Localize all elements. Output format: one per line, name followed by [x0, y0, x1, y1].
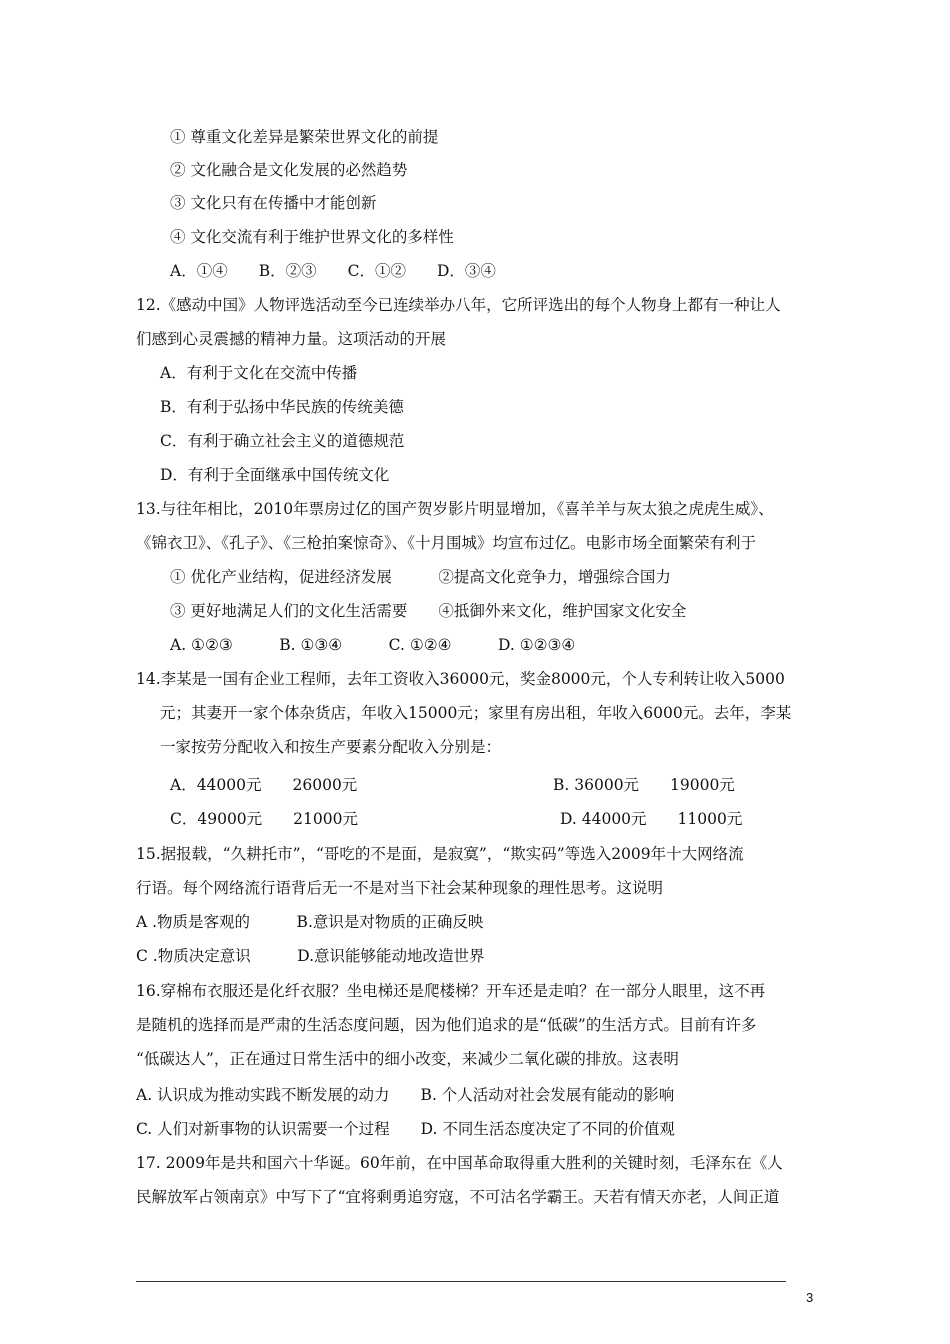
q14-stem-line3: 一家按劳分配收入和按生产要素分配收入分别是：: [160, 738, 502, 756]
q12-stem-line1: 12.《感动中国》人物评选活动至今已连续举办八年，它所评选出的每个人物身上都有一种让人: [136, 296, 781, 314]
statement-4: ④ 文化交流有利于维护世界文化的多样性: [170, 228, 454, 246]
q15-stem-line2: 行语。每个网络流行语背后无一不是对当下社会某种现象的理性思考。这说明: [136, 879, 664, 897]
q13-stem-line1: 13.与往年相比，2010年票房过亿的国产贺岁影片明显增加，《喜羊羊与灰太狼之虎虎生威》、: [136, 500, 774, 518]
statement-1: ① 尊重文化差异是繁荣世界文化的前提: [170, 128, 439, 146]
q14-stem-line1: 14.李某是一国有企业工程师，去年工资收入36000元，奖金8000元，个人专利转让收入5000: [136, 670, 785, 688]
q13-statements-1: ① 优化产业结构，促进经济发展 ②提高文化竞争力，增强综合国力: [170, 568, 671, 586]
statement-3: ③ 文化只有在传播中才能创新: [170, 194, 377, 212]
q16-stem-line1: 16.穿棉布衣服还是化纤衣服？坐电梯还是爬楼梯？开车还是走咱？在一部分人眼里，这不再: [136, 982, 766, 1000]
q16-options-ab: A. 认识成为推动实践不断发展的动力 B. 个人活动对社会发展有能动的影响: [136, 1086, 675, 1104]
q12-option-b: B．有利于弘扬中华民族的传统美德: [160, 398, 404, 416]
q15-options-cd: C .物质决定意识 D.意识能够能动地改造世界: [136, 947, 485, 965]
q12-stem-line2: 们感到心灵震撼的精神力量。这项活动的开展: [136, 330, 447, 348]
q12-option-c: C．有利于确立社会主义的道德规范: [160, 432, 405, 450]
q14-option-d: D. 44000元 11000元: [560, 810, 743, 828]
q14-option-b: B. 36000元 19000元: [553, 776, 735, 794]
q16-stem-line2: 是随机的选择而是严肃的生活态度问题，因为他们追求的是“低碳”的生活方式。目前有许多: [136, 1016, 757, 1034]
q13-stem-line2: 《锦衣卫》、《孔子》、《三枪拍案惊奇》、《十月围城》均宣布过亿。电影市场全面繁荣有利于: [136, 534, 757, 552]
q17-stem-line2: 民解放军占领南京》中写下了“宜将剩勇追穷寇，不可沽名学霸王。天若有情天亦老，人间正道: [136, 1188, 780, 1206]
q11-options: A．①④ B．②③ C．①② D．③④: [170, 262, 496, 280]
q12-option-d: D．有利于全面继承中国传统文化: [160, 466, 390, 484]
q15-options-ab: A .物质是客观的 B.意识是对物质的正确反映: [136, 913, 484, 931]
q13-statements-2: ③ 更好地满足人们的文化生活需要 ④抵御外来文化，维护国家文化安全: [170, 602, 687, 620]
q16-options-cd: C. 人们对新事物的认识需要一个过程 D. 不同生活态度决定了不同的价值观: [136, 1120, 675, 1138]
footer-rule: [136, 1281, 786, 1282]
statement-2: ② 文化融合是文化发展的必然趋势: [170, 161, 408, 179]
q14-stem-line2: 元；其妻开一家个体杂货店，年收入15000元；家里有房出租，年收入6000元。去年，李某: [160, 704, 792, 722]
q15-stem-line1: 15.据报载，“久耕托市”，“哥吃的不是面，是寂寞”，“欺实码”等选入2009年十大网络流: [136, 845, 744, 863]
q12-option-a: A．有利于文化在交流中传播: [160, 364, 358, 382]
q17-stem-line1: 17. 2009年是共和国六十华诞。60年前，在中国革命取得重大胜利的关键时刻，毛泽东在《人: [136, 1154, 783, 1172]
page-number: 3: [806, 1290, 814, 1305]
q14-option-c: C．49000元 21000元: [170, 810, 358, 828]
q14-option-a: A．44000元 26000元: [170, 776, 358, 794]
q16-stem-line3: “低碳达人”，正在通过日常生活中的细小改变，来减少二氧化碳的排放。这表明: [136, 1050, 679, 1068]
q13-options: A. ①②③ B. ①③④ C. ①②④ D. ①②③④: [170, 636, 576, 654]
